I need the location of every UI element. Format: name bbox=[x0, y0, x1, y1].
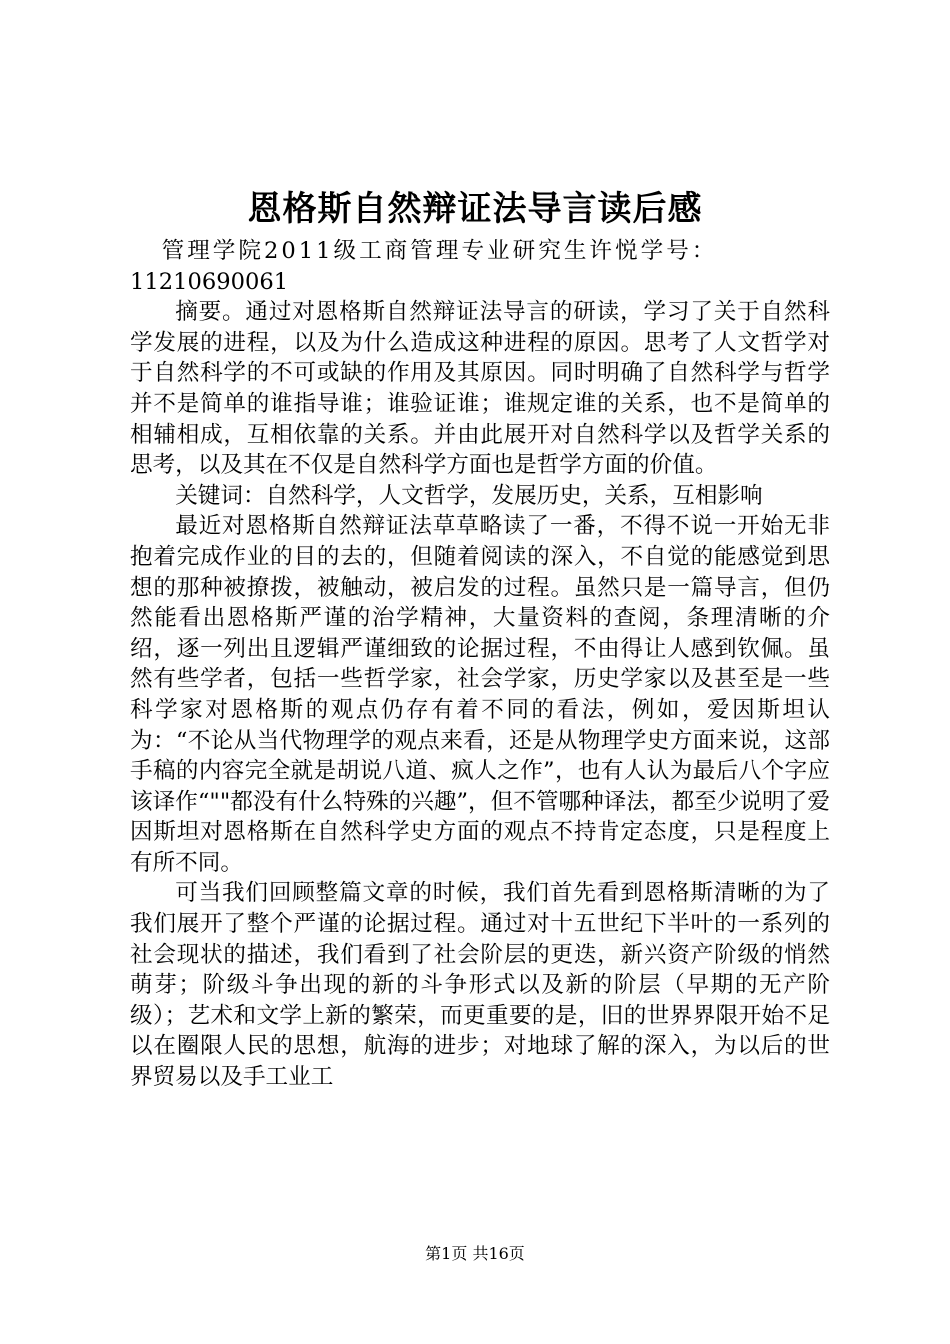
author-line: 管理学院2011级工商管理专业研究生许悦学号： bbox=[161, 238, 718, 264]
document-title: 恩格斯自然辩证法导言读后感 bbox=[247, 189, 703, 229]
document-body bbox=[130, 236, 830, 1093]
body-paragraph: 可当我们回顾整篇文章的时候，我们首先看到恩格斯清晰的为了我们展开了整个严谨的论据过程。通过对十五世纪下半叶的一系列的社会现状的描述，我们看到了社会阶层的更迭，新兴资产阶级的悄然萌芽；阶级斗争出现的新的斗争形式以及新的阶层（早期的无产阶级）；艺术和文学上新的繁荣，而更重要的是，旧的世界界限开始不足以在圈限人民的思想，航海的进步；对地球了解的深入，为以后的世界贸易以及手工业工 bbox=[130, 880, 830, 1091]
student-id: 11210690061 bbox=[130, 268, 289, 295]
body-paragraph: 最近对恩格斯自然辩证法草草略读了一番，不得不说一开始无非抱着完成作业的目的去的，但随着阅读的深入，不自觉的能感觉到思想的那种被撩拨，被触动，被启发的过程。虽然只是一篇导言，但仍然能看出恩格斯严谨的治学精神，大量资料的查阅，条理清晰的介绍，逐一列出且逻辑严谨细致的论据过程，不由得让人感到钦佩。虽然有些学者，包括一些哲学家，社会学家，历史学家以及甚至是一些科学家对恩格斯的观点仍存有着不同的看法，例如，爱因斯坦认为：“不论从当代物理学的观点来看，还是从物理学史方面来说，这部手稿的内容完全就是胡说八道、疯人之作”，也有人认为最后八个字应该译作“""都没有什么特殊的兴趣”，但不管哪种译法，都至少说明了爱因斯坦对恩格斯在自然科学史方面的观点不持肯定态度，只是程度上有所不同。 bbox=[130, 513, 830, 876]
abstract-paragraph: 摘要。通过对恩格斯自然辩证法导言的研读，学习了关于自然科学发展的进程，以及为什么造成这种进程的原因。思考了人文哲学对于自然科学的不可或缺的作用及其原因。同时明确了自然科学与哲学并不是简单的谁指导谁；谁验证谁；谁规定谁的关系，也不是简单的相辅相成，互相依靠的关系。并由此展开对自然科学以及哲学关系的思考，以及其在不仅是自然科学方面也是哲学方面的价值。 bbox=[130, 299, 830, 479]
page-footer: 第1页 共16页 bbox=[425, 1244, 525, 1263]
keywords-paragraph: 关键词：自然科学，人文哲学，发展历史，关系，互相影响 bbox=[175, 482, 763, 509]
